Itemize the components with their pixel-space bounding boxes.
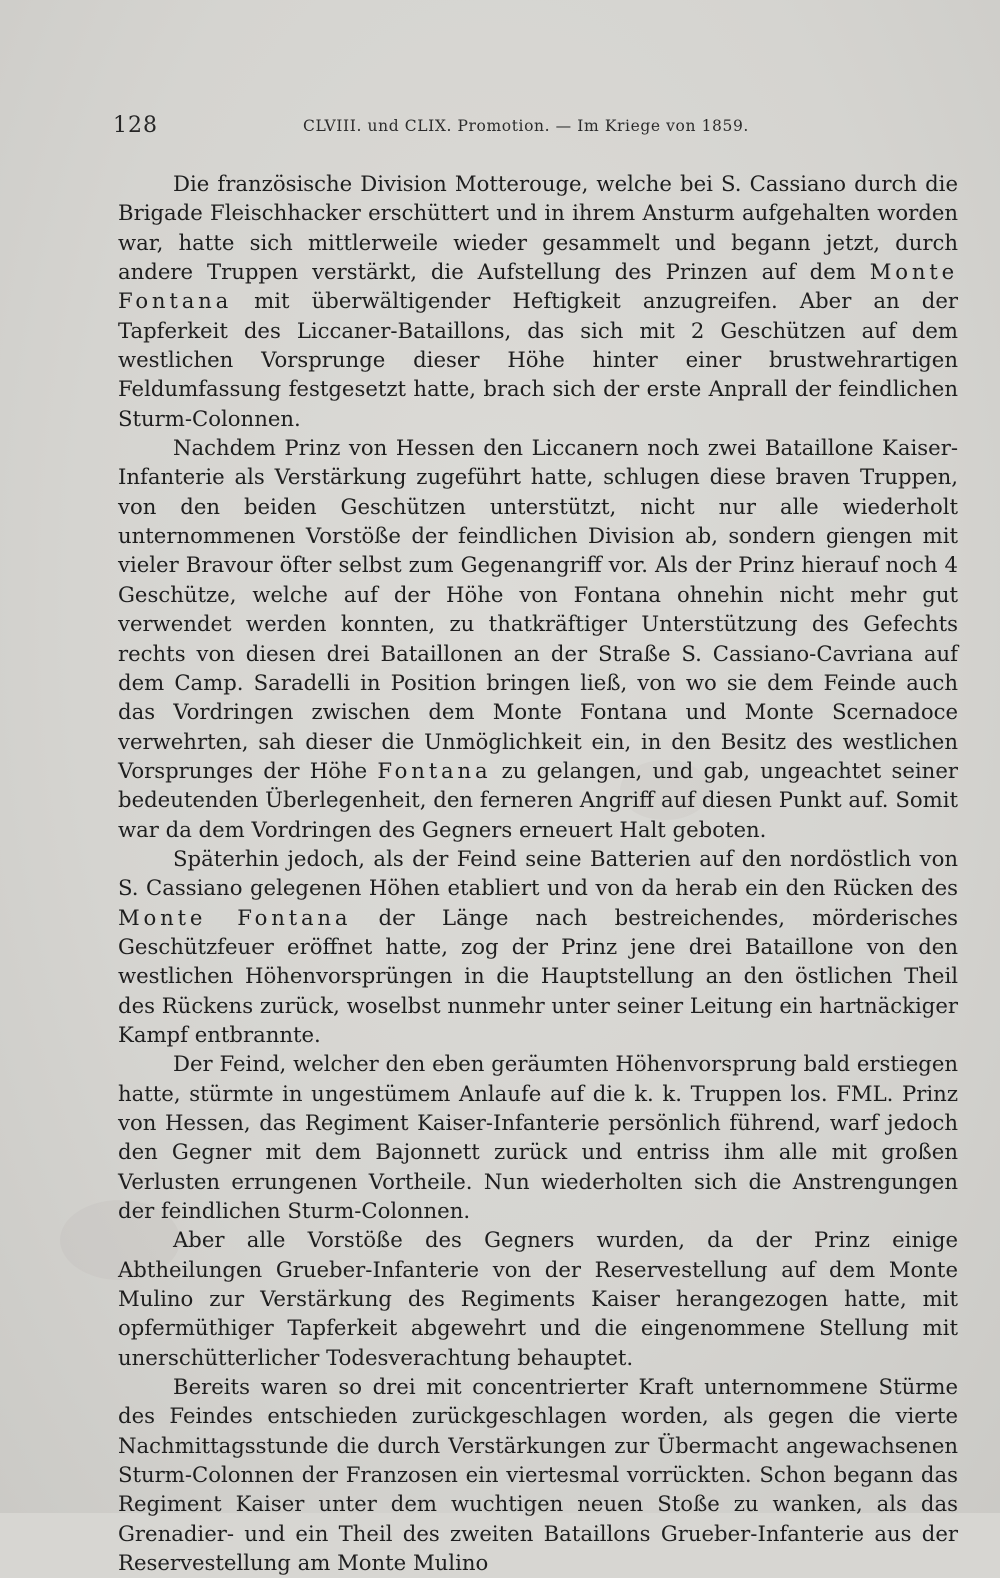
text-run: Nachdem Prinz von Hessen den Liccanern noch zwei Bataillone Kaiser-Infanterie als Verstärkung zugeführt hatte, schlugen diese braven Truppen, von den beiden Geschützen unterstützt, nicht nur alle wiederholt unternommenen Vorstöße der feindlichen Division ab, sondern giengen mit vieler Bravour öfter selbst zum Gegenangriff vor. Als der Prinz hierauf noch 4 Geschütze, welche auf der Höhe von Fontana ohnehin nicht mehr gut verwendet werden konnten, zu thatkräftiger Unterstützung des Gefechts rechts von diesen drei Bataillonen an der Straße S. Cassiano-Cavriana auf dem Camp. Saradelli in Position bringen ließ, von wo sie dem Feinde auch das Vordringen zwischen dem Monte Fontana und Monte Scernadoce verwehrten, sah dieser die Unmöglichkeit ein, in den Besitz des westlichen Vorsprunges der Höhe <box>118 435 958 783</box>
text-run: Bereits waren so drei mit concentrierter Kraft unternommene Stürme des Feindes entschieden zurückgeschlagen worden, als gegen die vierte Nachmittagsstunde die durch Verstärkungen zur Übermacht angewachsenen Sturm-Colonnen der Franzosen ein viertesmal vorrückten. Schon begann das Regiment Kaiser unter dem wuchtigen neuen Stoße zu wanken, als das Grenadier- und ein Theil des zweiten Bataillons Grueber-Infanterie aus der Reservestellung am Monte Mulino <box>118 1374 958 1576</box>
page-number: 128 <box>113 113 158 138</box>
paragraph <box>118 433 958 844</box>
paragraph <box>118 844 958 1049</box>
text-run: Späterhin jedoch, als der Feind seine Batterien auf den nordöstlich von S. Cassiano gelegenen Höhen etabliert und von da herab ein den Rücken des <box>118 845 958 901</box>
paragraph <box>118 1049 958 1225</box>
text-run: der Länge nach bestreichendes, mörderisches Geschützfeuer eröffnet hatte, zog der Prinz jene drei Bataillone von den westlichen Höhenvorsprüngen in die Hauptstellung an den östlichen Theil des Rückens zurück, woselbst nunmehr unter seiner Leitung ein hartnäckiger Kampf entbrannte. <box>118 904 958 1047</box>
body-text <box>118 169 958 1578</box>
text-run: zu gelangen, und gab, ungeachtet seiner bedeutenden Überlegenheit, den ferneren Angriff auf diesen Punkt auf. Somit war da dem Vordringen des Gegners erneuert Halt geboten. <box>118 757 958 842</box>
running-title: CLVIII. und CLIX. Promotion. — Im Kriege von 1859. <box>303 117 749 135</box>
text-run: Die französische Division Motterouge, welche bei S. Cassiano durch die Brigade Fleischhacker erschüttert und in ihrem Ansturm aufgehalten worden war, hatte sich mittlerweile wieder gesammelt und begann jetzt, durch andere Truppen verstärkt, die Aufstellung des Prinzen auf dem <box>118 171 958 285</box>
spaced-emphasis: Fontana <box>377 757 492 783</box>
paragraph <box>118 1372 958 1577</box>
text-run: Der Feind, welcher den eben geräumten Höhenvorsprung bald erstiegen hatte, stürmte in ungestümem Anlaufe auf die k. k. Truppen los. FML. Prinz von Hessen, das Regiment Kaiser-Infanterie persönlich führend, warf jedoch den Gegner mit dem Bajonnett zurück und entriss ihm alle mit großen Verlusten errungenen Vortheile. Nun wiederholten sich die Anstrengungen der feindlichen Sturm-Colonnen. <box>118 1051 958 1224</box>
running-head <box>113 113 753 143</box>
spaced-emphasis: Monte Fontana <box>118 259 958 314</box>
text-run: Aber alle Vorstöße des Gegners wurden, da der Prinz einige Abtheilungen Grueber-Infanterie von der Reservestellung auf dem Monte Mulino zur Verstärkung des Regiments Kaiser herangezogen hatte, mit opfermüthiger Tapferkeit abgewehrt und die eingenommene Stellung mit unerschütterlicher Todesverachtung behauptet. <box>118 1227 958 1370</box>
paragraph <box>118 169 958 433</box>
spaced-emphasis: Monte Fontana <box>118 904 352 930</box>
text-run: mit überwältigender Heftigkeit anzugreifen. Aber an der Tapferkeit des Liccaner-Bataillons, das sich mit 2 Geschützen auf dem westlichen Vorsprunge dieser Höhe hinter einer brustwehrartigen Feldumfassung festgesetzt hatte, brach sich der erste Anprall der feindlichen Sturm-Colonnen. <box>118 288 958 431</box>
paragraph <box>118 1225 958 1372</box>
